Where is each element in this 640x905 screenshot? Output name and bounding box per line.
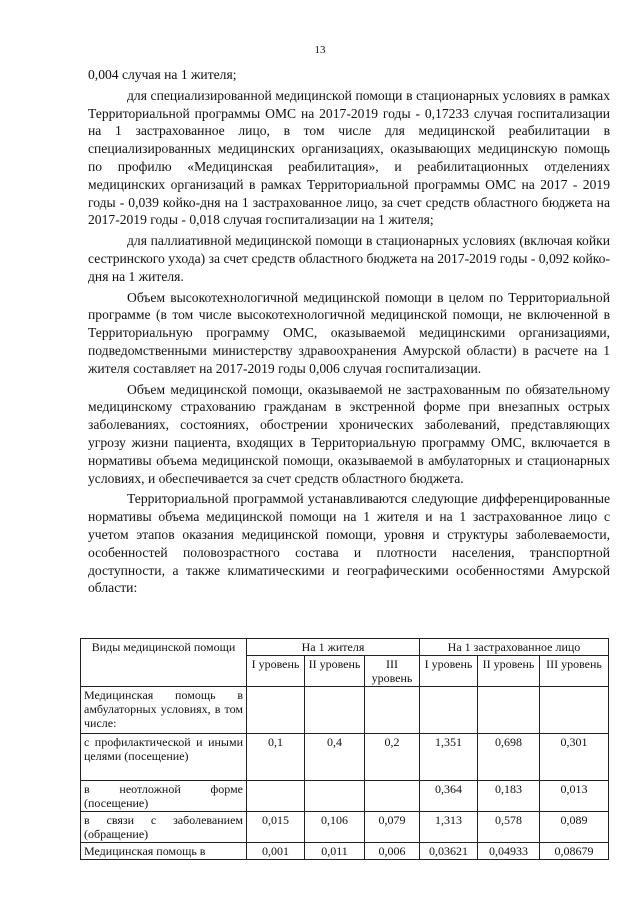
level-header: III уровень bbox=[540, 656, 609, 687]
level-header: II уровень bbox=[305, 656, 365, 687]
cell: 0,364 bbox=[420, 781, 478, 812]
volume-norms-table bbox=[80, 638, 609, 860]
level-header: I уровень bbox=[420, 656, 478, 687]
cell: 0,001 bbox=[247, 843, 305, 860]
cell: 0,578 bbox=[478, 812, 540, 843]
cell: 0,183 bbox=[478, 781, 540, 812]
cell: 0,079 bbox=[365, 812, 420, 843]
row-label: Медицинская помощь в bbox=[81, 843, 247, 860]
level-header: II уровень bbox=[478, 656, 540, 687]
level-header: I уровень bbox=[247, 656, 305, 687]
cell: 0,4 bbox=[305, 734, 365, 781]
paragraph: для паллиативной медицинской помощи в стационарных условиях (включая койки сестринского ухода) за счет средств областного бюджета на 2017-2019 годы - 0,092 койко-дня на 1 жителя. bbox=[88, 233, 610, 284]
cell: 1,351 bbox=[420, 734, 478, 781]
cell bbox=[478, 687, 540, 734]
cell: 0,106 bbox=[305, 812, 365, 843]
table-row bbox=[81, 687, 609, 734]
cell: 0,089 bbox=[540, 812, 609, 843]
cell: 0,698 bbox=[478, 734, 540, 781]
paragraph: Объем медицинской помощи, оказываемой не застрахованным по обязательному медицинскому страхованию гражданам в экстренной форме при внезапных острых заболеваниях, состояниях, обострении хронических заболеваний, представляющих угрозу жизни пациента, входящих в Территориальную программу ОМС, включается в нормативы объема медицинской помощи, оказываемой в амбулаторных и стационарных условиях, и обеспечивается за счет средств областного бюджета. bbox=[88, 381, 610, 486]
cell: 0,1 bbox=[247, 734, 305, 781]
row-label: в неотложной форме (посещение) bbox=[81, 781, 247, 812]
cell: 0,013 bbox=[540, 781, 609, 812]
cell: 0,08679 bbox=[540, 843, 609, 860]
table-row bbox=[81, 843, 609, 860]
cell bbox=[247, 687, 305, 734]
cell: 0,301 bbox=[540, 734, 609, 781]
table-row bbox=[81, 734, 609, 781]
document-body bbox=[88, 66, 610, 600]
col-header-care-type: Виды медицинской помощи bbox=[81, 639, 247, 687]
table-row bbox=[81, 812, 609, 843]
cell: 0,011 bbox=[305, 843, 365, 860]
paragraph: 0,004 случая на 1 жителя; bbox=[88, 67, 237, 82]
cell bbox=[305, 687, 365, 734]
cell: 0,04933 bbox=[478, 843, 540, 860]
cell bbox=[305, 781, 365, 812]
row-label: в связи с заболеванием (обращение) bbox=[81, 812, 247, 843]
cell bbox=[540, 687, 609, 734]
cell: 0,2 bbox=[365, 734, 420, 781]
cell bbox=[365, 781, 420, 812]
table-row bbox=[81, 781, 609, 812]
paragraph: Территориальной программой устанавливаются следующие дифференцированные нормативы объема медицинской помощи на 1 жителя и на 1 застрахованное лицо с учетом этапов оказания медицинской помощи, уровня и структуры заболеваемости, особенностей половозрастного состава и плотности населения, транспортной доступности, а также климатическими и географическими особенностями Амурской области: bbox=[88, 491, 610, 596]
cell bbox=[365, 687, 420, 734]
page-number: 13 bbox=[314, 44, 326, 56]
cell: 0,03621 bbox=[420, 843, 478, 860]
cell bbox=[420, 687, 478, 734]
cell: 0,006 bbox=[365, 843, 420, 860]
row-label: Медицинская помощь в амбулаторных условиях, в том числе: bbox=[81, 687, 247, 734]
col-group-per-resident: На 1 жителя bbox=[247, 639, 420, 656]
row-label: с профилактической и иными целями (посещение) bbox=[81, 734, 247, 781]
paragraph: для специализированной медицинской помощи в стационарных условиях в рамках Территориальной программы ОМС на 2017-2019 годы - 0,17233 случая госпитализации на 1 застрахованное лицо, в том числе для медицинской реабилитации в специализированных медицинских организациях, оказывающих медицинскую помощь по профилю «Медицинская реабилитация», и реабилитационных отделениях медицинских организаций в рамках Территориальной программы ОМС на 2017 - 2019 годы - 0,039 койко-дня на 1 застрахованное лицо, за счет средств областного бюджета на 2017-2019 годы - 0,018 случая госпитализации на 1 жителя; bbox=[88, 87, 610, 228]
paragraph: Объем высокотехнологичной медицинской помощи в целом по Территориальной программе (в том числе высокотехнологичной медицинской помощи, не включенной в Территориальную программу ОМС, оказываемой медицинскими организациями, подведомственными министерству здравоохранения Амурской области) в расчете на 1 жителя составляет на 2017-2019 годы 0,006 случая госпитализации. bbox=[88, 289, 610, 376]
cell: 0,015 bbox=[247, 812, 305, 843]
level-header: III уровень bbox=[365, 656, 420, 687]
col-group-per-insured: На 1 застрахованное лицо bbox=[420, 639, 609, 656]
cell bbox=[247, 781, 305, 812]
cell: 1,313 bbox=[420, 812, 478, 843]
